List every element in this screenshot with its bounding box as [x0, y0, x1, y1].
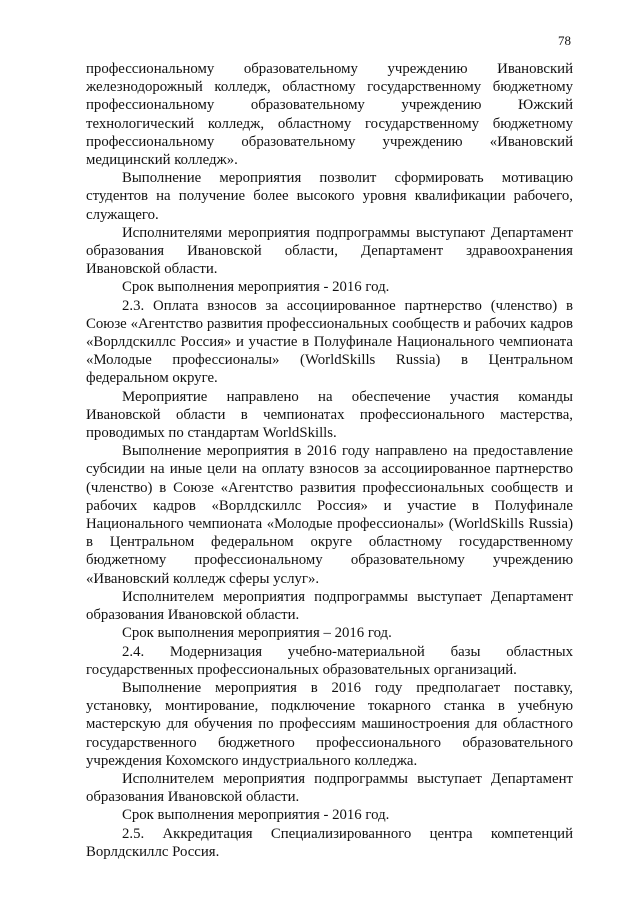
paragraph-subsidy: Выполнение мероприятия в 2016 году направлено на предоставление субсидии на иные цели на оплату взносов за ассоциированное партнерство (членство) в Союзе «Агентство развития профессиональных сообществ и рабочих кадров «Ворлдскиллс Россия» и участие в Полуфинале Национального чемпионата «Молодые профессионалы» (WorldSkills Russia) в Центральном федеральном округе областному государственному бюджетному профессиональному образовательному учреждению «Ивановский колледж сферы услуг».: [86, 443, 573, 587]
paragraph-section-2-5: 2.5. Аккредитация Специализированного центра компетенций Ворлдскиллс Россия.: [86, 825, 573, 860]
paragraph-deadline: Срок выполнения мероприятия - 2016 год.: [122, 807, 390, 824]
paragraph-deadline: Срок выполнения мероприятия - 2016 год.: [122, 279, 390, 296]
paragraph-equipment: Выполнение мероприятия в 2016 году предполагает поставку, установку, монтирование, подключение токарного станка в учебную мастерскую для обучения по профессиям машиностроения для областного государственного бюджетного профессионального образовательного учреждения Кохомского индустриального колледжа.: [86, 679, 573, 769]
page-number: 78: [558, 33, 571, 48]
paragraph-section-2-4: 2.4. Модернизация учебно-материальной базы областных государственных профессиональных образовательных организаций.: [86, 643, 573, 678]
paragraph-purpose: Мероприятие направлено на обеспечение участия команды Ивановской области в чемпионатах профессионального мастерства, проводимых по стандартам WorldSkills.: [86, 388, 573, 442]
paragraph-continuation: профессиональному образовательному учреждению Ивановский железнодорожный колледж, областному государственному бюджетному профессиональному образовательному учреждению Южский технологический колледж, областному государственному бюджетному профессиональному образовательному учреждению «Ивановский медицинский колледж».: [86, 61, 573, 169]
paragraph-executor: Исполнителем мероприятия подпрограммы выступает Департамент образования Ивановской области.: [86, 588, 573, 624]
paragraph-executors: Исполнителями мероприятия подпрограммы выступают Департамент образования Ивановской области, Департамент здравоохранения Ивановской области.: [86, 224, 573, 278]
document-body: [86, 60, 573, 861]
paragraph-deadline: Срок выполнения мероприятия – 2016 год.: [122, 625, 392, 642]
paragraph-executor: Исполнителем мероприятия подпрограммы выступает Департамент образования Ивановской области.: [86, 770, 573, 806]
paragraph-section-2-3: 2.3. Оплата взносов за ассоциированное партнерство (членство) в Союзе «Агентство развития профессиональных сообществ и рабочих кадров «Ворлдскиллс Россия» и участие в Полуфинале Национального чемпионата «Молодые профессионалы» (WorldSkills Russia) в Центральном федеральном округе.: [86, 297, 573, 387]
paragraph-motivation: Выполнение мероприятия позволит сформировать мотивацию студентов на получение более высокого уровня квалификации рабочего, служащего.: [86, 170, 573, 223]
